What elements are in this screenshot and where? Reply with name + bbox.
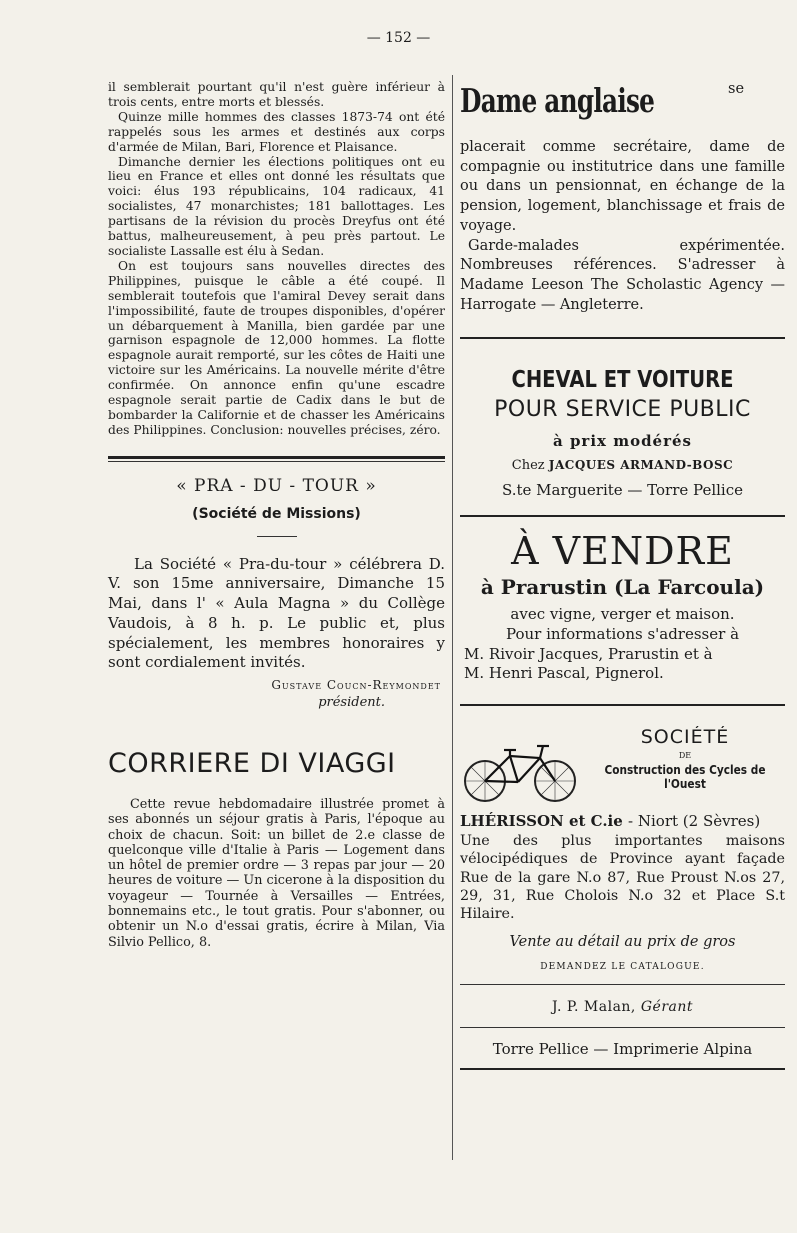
pra-body	[108, 555, 445, 673]
bicycle-illustration	[460, 736, 580, 806]
section-divider-thin	[108, 461, 445, 462]
news-paragraph: Quinze mille hommes des classes 1873-74 ont été rappelés sous les armes et destinés aux corps d'armée de Milan, Bari, Florence et Plaisance.	[108, 109, 445, 154]
cheval-chez	[460, 458, 785, 473]
lherisson-place: - Niort (2 Sèvres)	[628, 812, 761, 831]
ad-divider	[460, 515, 785, 517]
news-section	[108, 80, 445, 438]
ad-divider	[460, 704, 785, 706]
chez-label: Chez	[511, 458, 545, 474]
footer-divider	[460, 1027, 785, 1028]
societe-title: SOCIÉTÉ	[640, 726, 730, 749]
pra-du-tour-notice	[108, 476, 445, 710]
pra-subtitle: (Société de Missions)	[192, 505, 361, 522]
gerant-role: Gérant	[640, 998, 693, 1015]
cheval-ad	[460, 367, 785, 499]
left-column	[108, 80, 445, 950]
societe-body: Une des plus importantes maisons vélocipédiques de Province ayant façade Rue de la gare N.o 87, Rue Proust N.os 27, 29, 31, Rue Cholois N.o 32 et Place S.t Hilaire.	[460, 833, 785, 923]
lherisson-name: LHÉRISSON et C.ie	[460, 812, 623, 831]
vendre-line: M. Henri Pascal, Pignerol.	[464, 664, 664, 683]
vendre-line: Pour informations s'adresser à	[505, 625, 740, 644]
vendre-body	[460, 605, 785, 684]
footer-divider	[460, 984, 785, 985]
pra-body-text: La Société « Pra-du-tour » célébrera D. V. son 15me anniversaire, Dimanche 15 Mai, dans l' « Aula Magna » du Collège Vaudois, à 8 h. p. Le public et, plus spécialement, les membres honoraires y sont cordialement invités.	[108, 554, 445, 672]
news-paragraph: On est toujours sans nouvelles directes des Philippines, puisque le câble a été coupé. Il semblerait toutefois que l'amiral Devey serait dans l'impossibilité, faute de troupes disponibles, d'opérer un débarquement à Manilla, bien gardée par une garnison espagnole de 12,000 hommes. La flotte espagnole aurait remporté, sur les côtes de Haiti une victoire sur les Américains. La nouvelle mérite d'être confirmée. On annonce enfin qu'une escadre espagnole serait partie de Cadix dans le but de bombarder la Californie et de chasser les Américains des Philippines. Conclusion: nouvelles précises, zéro.	[108, 258, 445, 437]
pra-role: président.	[318, 694, 385, 710]
ad-divider	[460, 337, 785, 339]
gerant-line	[460, 999, 785, 1015]
corriere-title: CORRIERE DI VIAGGI	[108, 747, 396, 779]
demandez-catalogue: DEMANDEZ LE CATALOGUE.	[540, 961, 705, 972]
short-divider	[257, 536, 297, 537]
vente-line: Vente au détail au prix de gros	[509, 933, 736, 950]
cheval-prix: à prix modérés	[553, 432, 692, 451]
corriere-body: Cette revue hebdomadaire illustrée promet à ses abonnés un séjour gratis à Paris, l'époque au choix de chacun. Soit: un billet de 2.e classe de quelconque ville d'Italie à Paris — Logement dans un hôtel de premier ordre — 3 repas par jour — 20 heures de voiture — Un cicerone à la disposition du voyageur — Tournée à Versailles — Entrées, bonnemains etc., le tout gratis. Pour s'abonner, ou obtenir un N.o d'essai gratis, écrire à Milan, Via Silvio Pellico, 8.	[108, 796, 445, 950]
cheval-subtitle: POUR SERVICE PUBLIC	[494, 397, 751, 423]
vendre-line: M. Rivoir Jacques, Prarustin et à	[464, 644, 713, 663]
right-column	[460, 80, 785, 1070]
lherisson-line	[460, 812, 785, 830]
societe-ad	[460, 726, 785, 971]
page-number: — 152 —	[366, 30, 431, 46]
societe-de: DE	[678, 751, 692, 761]
news-paragraph: Dimanche dernier les élections politiques ont eu lieu en France et elles ont donné les résultats que voici: élus 193 républicains, 104 radicaux, 41 socialistes, 47 monarchistes; 181 ballottages. Les partisans de la révision du procès Dreyfus ont été battus, malheureusement, à peu près partout. Le socialiste Lassalle est élu à Sedan.	[108, 154, 445, 258]
vendre-subtitle: à Prarustin (La Farcoula)	[480, 575, 765, 600]
vendre-line: avec vigne, verger et maison.	[510, 605, 735, 624]
news-paragraph: il semblerait pourtant qu'il n'est guère inférieur à trois cents, entre morts et blessés.	[108, 80, 445, 109]
cheval-title: CHEVAL ET VOITURE	[511, 367, 734, 394]
dame-text	[460, 80, 785, 315]
column-divider	[452, 75, 453, 1160]
corriere-ad	[108, 748, 445, 950]
societe-header	[460, 726, 785, 806]
cheval-name: JACQUES ARMAND-BOSC	[548, 458, 734, 473]
societe-construction: Construction des Cycles de l'Ouest	[604, 763, 766, 792]
pra-signature: Gustave Coucn-Reymondet	[271, 677, 441, 692]
vendre-title: À VENDRE	[511, 529, 734, 574]
footer-divider-bottom	[460, 1068, 785, 1070]
section-divider	[108, 456, 445, 459]
societe-heading-block	[585, 726, 785, 791]
pra-title: « PRA - DU - TOUR »	[176, 475, 377, 496]
dame-title: Dame anglaise	[460, 81, 655, 120]
imprimerie-line: Torre Pellice — Imprimerie Alpina	[492, 1039, 753, 1058]
cheval-location: S.te Marguerite — Torre Pellice	[501, 481, 744, 500]
dame-body: se placerait comme secrétaire, dame de compagnie ou institutrice dans une famille ou dans un pensionnat, en échange de la pension, logement, blanchissage et frais de voyage.	[460, 81, 785, 234]
dame-body-2: Garde-malades expérimentée. Nombreuses références. S'adresser à Madame Leeson The Scholastic Agency — Harrogate — Angleterre.	[460, 237, 785, 313]
dame-anglaise-ad	[460, 80, 785, 315]
vendre-ad	[460, 529, 785, 684]
gerant-name: J. P. Malan,	[552, 998, 636, 1015]
